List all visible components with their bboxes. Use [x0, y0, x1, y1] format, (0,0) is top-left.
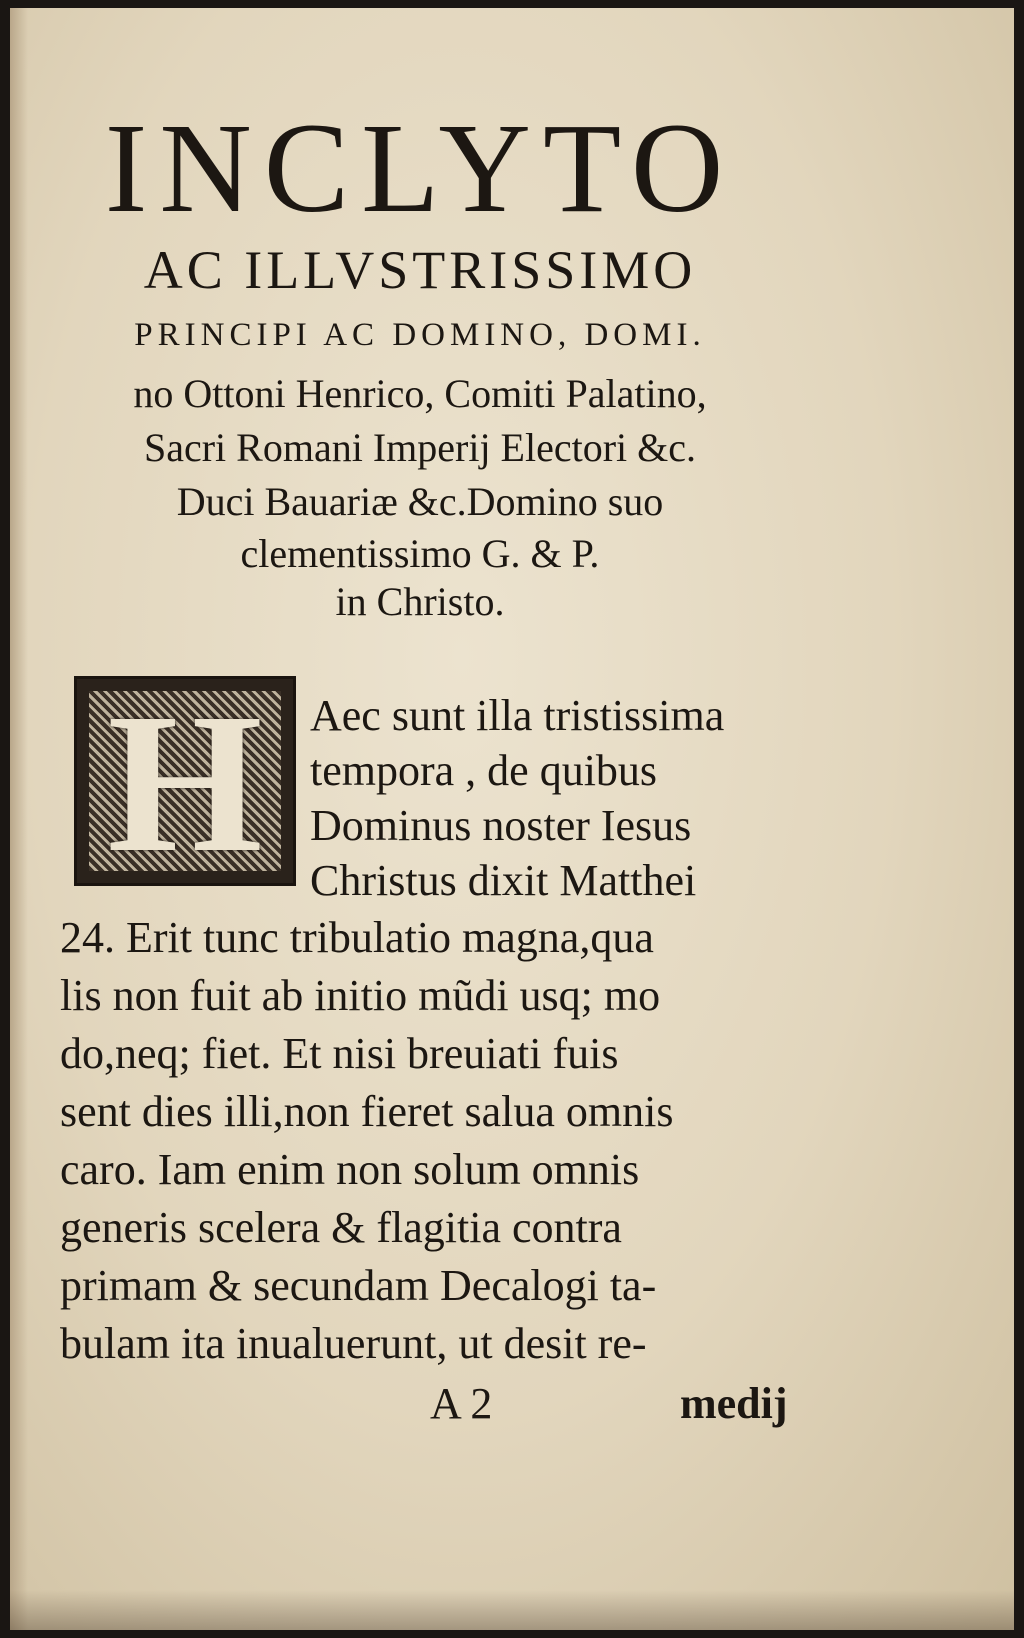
dedication-line-1: no Ottoni Henrico, Comiti Palatino, [133, 371, 707, 416]
body-line-5: 24. Erit tunc tribulatio magna,qua [60, 913, 654, 962]
body-line-7: do,neq; fiet. Et nisi breuiati fuis [60, 1029, 619, 1078]
signature-mark: A 2 [430, 1379, 493, 1428]
body-line-11: primam & secundam Decalogi ta- [60, 1261, 657, 1310]
dedication-line-2: Sacri Romani Imperij Electori &c. [143, 425, 697, 470]
heading-line-3: PRINCIPI AC DOMINO, DOMI. [134, 317, 706, 353]
title-inclyto: INCLYTO [104, 108, 736, 228]
page-edge-shadow [10, 8, 28, 1630]
heading-line-2: AC ILLVSTRISSIMO [143, 240, 697, 300]
catchword: medij [680, 1379, 788, 1428]
body-line-2: tempora , de quibus [310, 746, 658, 795]
book-page [10, 8, 1014, 1630]
body-line-1: Aec sunt illa tristissima [310, 691, 725, 740]
body-line-4: Christus dixit Matthei [310, 856, 697, 905]
body-line-6: lis non fuit ab initio mũdi usq; mo [60, 971, 661, 1020]
body-line-10: generis scelera & flagitia contra [60, 1203, 622, 1252]
dedication-line-3: Duci Bauariæ &c.Domino suo [176, 479, 664, 524]
body-line-8: sent dies illi,non fieret salua omnis [60, 1087, 674, 1136]
decorated-initial [74, 673, 296, 894]
body-line-12: bulam ita inualuerunt, ut desit re- [60, 1319, 647, 1368]
body-line-9: caro. Iam enim non solum omnis [60, 1145, 640, 1194]
dedication-line-4: clementissimo G. & P. [240, 531, 600, 576]
page-bottom-shadow [10, 1590, 1014, 1630]
dedication-line-5: in Christo. [335, 579, 505, 624]
body-line-3: Dominus noster Iesus [310, 801, 692, 850]
initial-letter: H [107, 673, 263, 894]
